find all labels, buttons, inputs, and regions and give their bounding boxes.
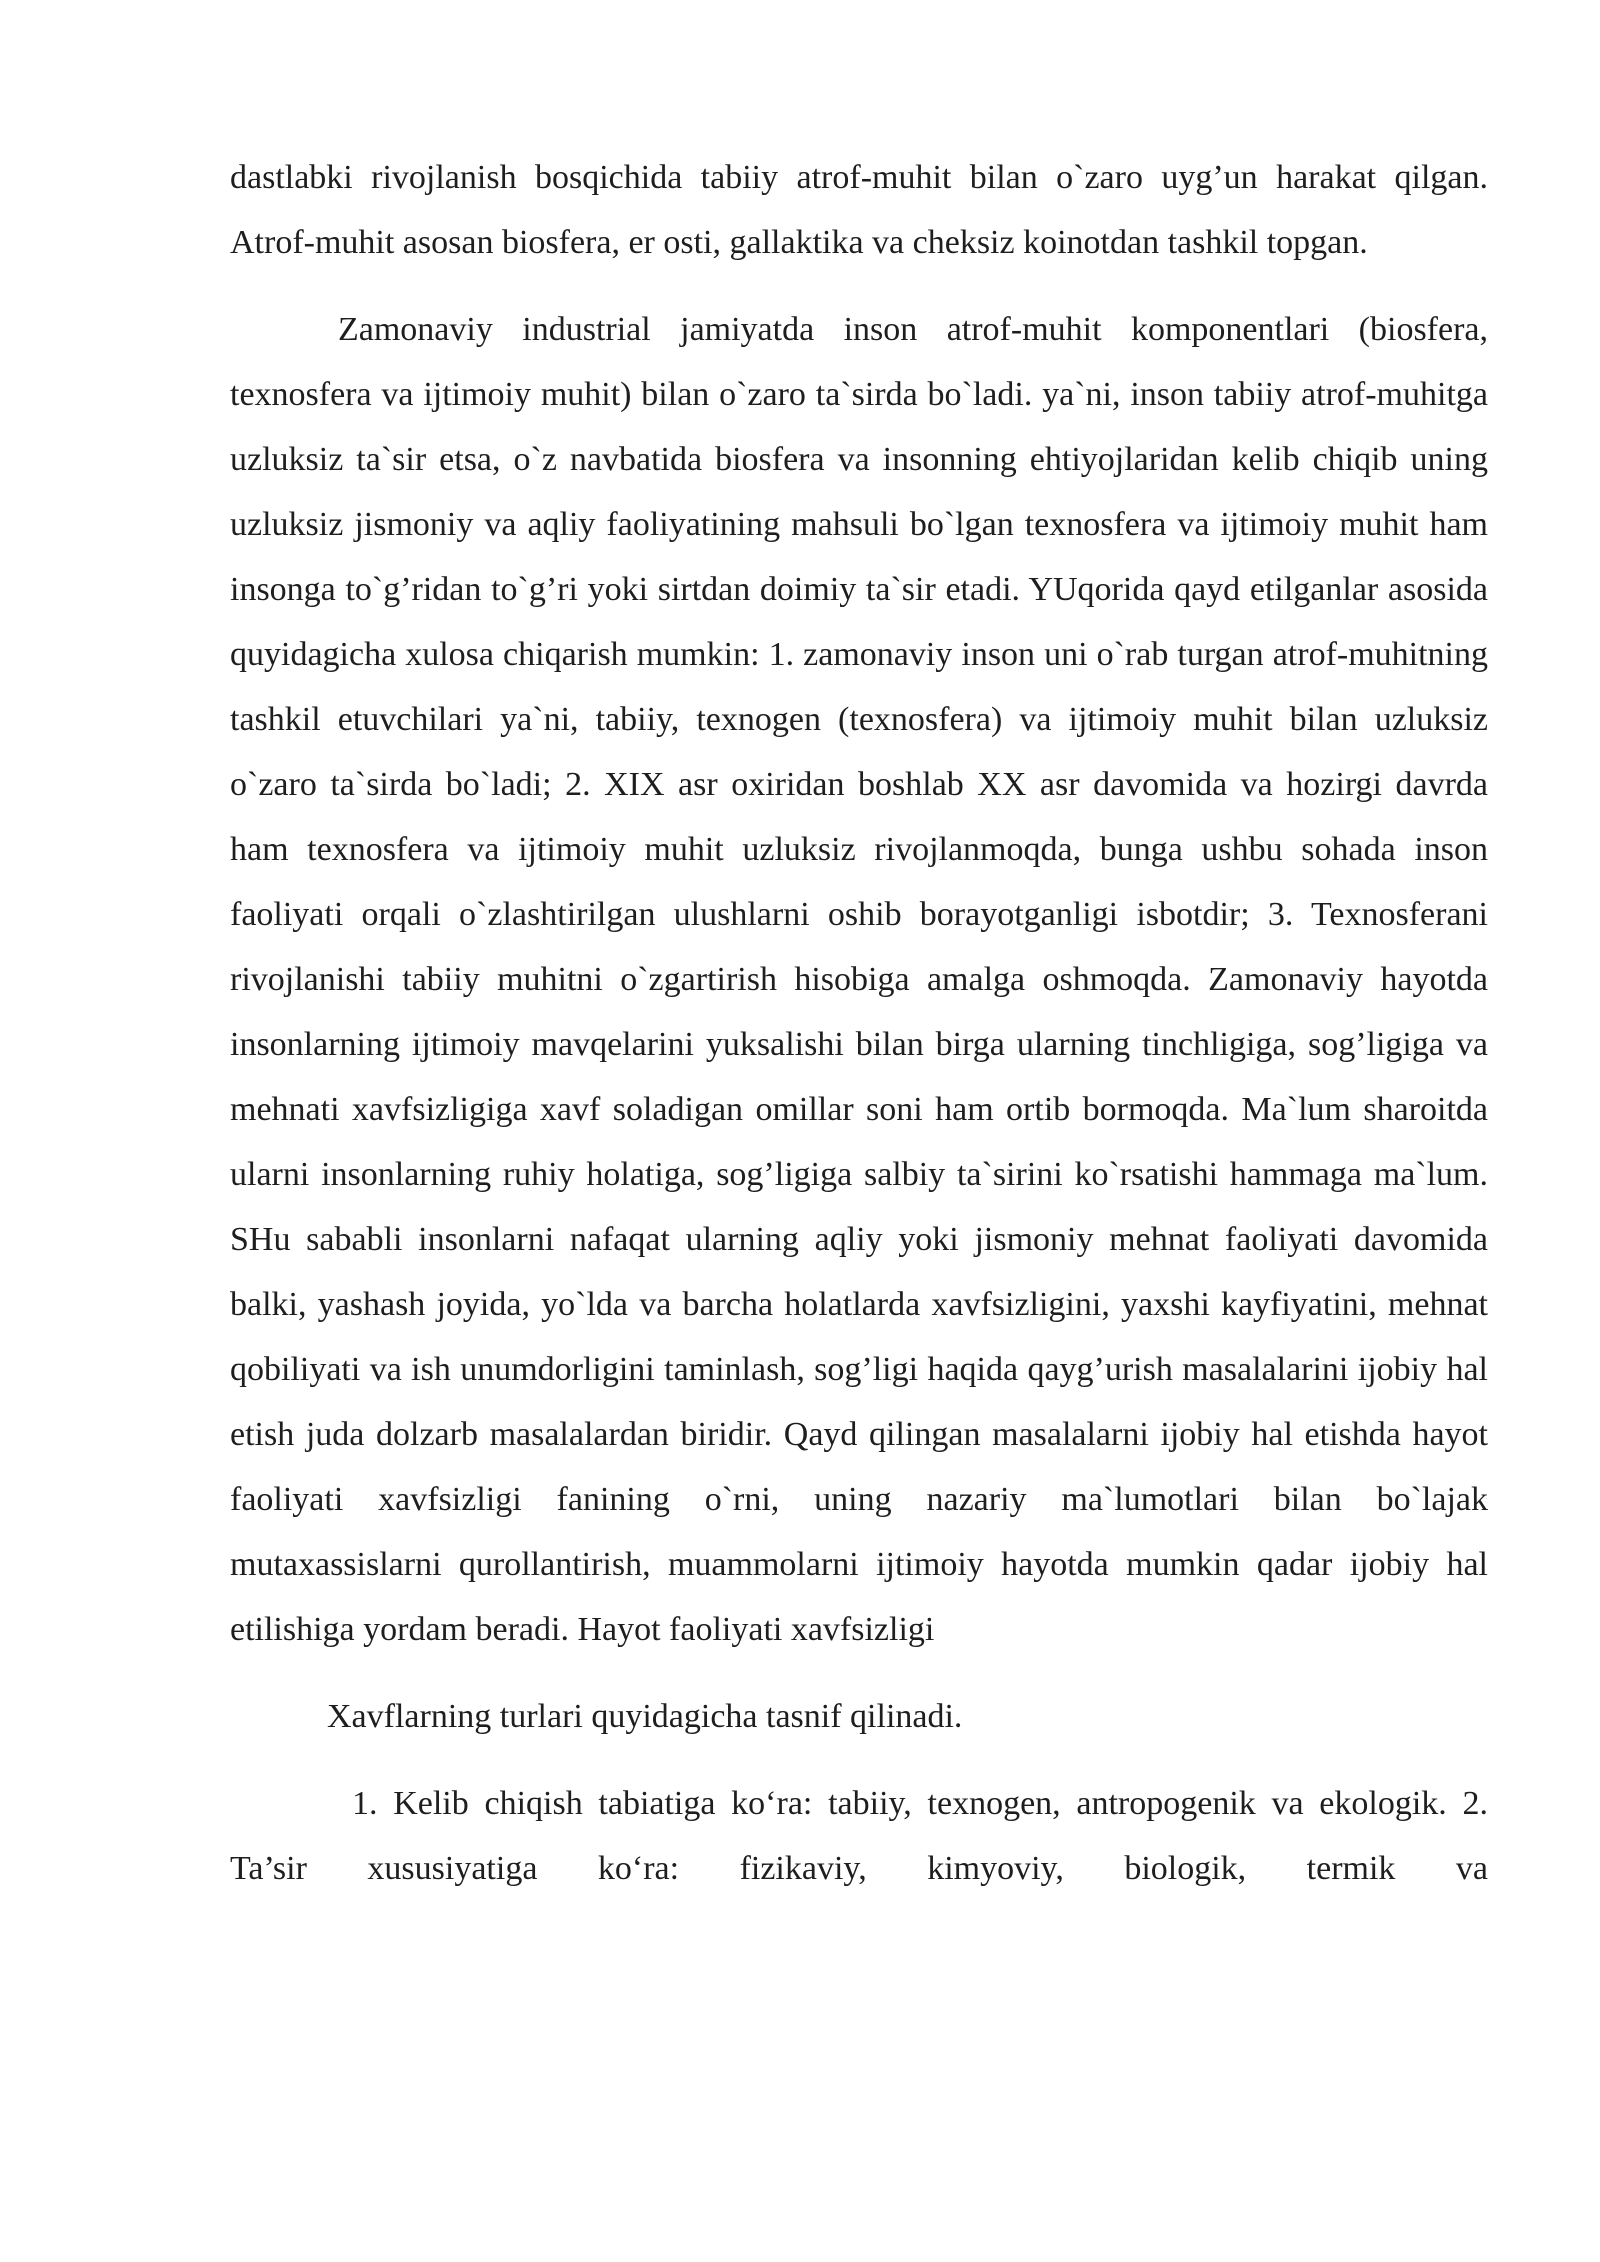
paragraph-classification-list: 1. Kelib chiqish tabiatiga ko‘ra: tabiiy, texnogen, antropogenik va ekologik. 2. Ta’sir xususiyatiga ko‘ra: fizikaviy, kimyoviy, biologik, termik va xyxy=(230,1785,1488,1887)
document-page xyxy=(230,145,1488,1901)
paragraph-intro: dastlabki rivojlanish bosqichida tabiiy atrof-muhit bilan o`zaro uyg’un harakat qilgan. Atrof-muhit asosan biosfera, er osti, gallaktika va cheksiz koinotdan tashkil topgan. xyxy=(230,159,1488,261)
paragraph-main: Zamonaviy industrial jamiyatda inson atrof-muhit komponentlari (biosfera, texnosfera va ijtimoiy muhit) bilan o`zaro ta`sirda bo`ladi. ya`ni, inson tabiiy atrof-muhitga uzluksiz ta`sir etsa, o`z navbatida biosfera va insonning ehtiyojlaridan kelib chiqib uning uzluksiz jismoniy va aqliy faoliyatining mahsuli bo`lgan texnosfera va ijtimoiy muhit ham insonga to`g’ridan to`g’ri yoki sirtdan doimiy ta`sir etadi. YUqorida qayd etilganlar asosida quyidagicha xulosa chiqarish mumkin: 1. zamonaviy inson uni o`rab turgan atrof-muhitning tashkil etuvchilari ya`ni, tabiiy, texnogen (texnosfera) va ijtimoiy muhit bilan uzluksiz o`zaro ta`sirda bo`ladi; 2. XIX asr oxiridan boshlab XX asr davomida va hozirgi davrda ham texnosfera va ijtimoiy muhit uzluksiz rivojlanmoqda, bunga ushbu sohada inson faoliyati orqali o`zlashtirilgan ulushlarni oshib borayotganligi isbotdir; 3. Texnosferani rivojlanishi tabiiy muhitni o`zgartirish hisobiga amalga oshmoqda. Zamonaviy hayotda insonlarning ijtimoiy mavqelarini yuksalishi bilan birga ularning tinchligiga, sog’ligiga va mehnati xavfsizligiga xavf soladigan omillar soni ham ortib bormoqda. Ma`lum sharoitda ularni insonlarning ruhiy holatiga, sog’ligiga salbiy ta`sirini ko`rsatishi hammaga ma`lum. SHu sababli insonlarni nafaqat ularning aqliy yoki jismoniy mehnat faoliyati davomida balki, yashash joyida, yo`lda va barcha holatlarda xavfsizligini, yaxshi kayfiyatini, mehnat qobiliyati va ish unumdorligini taminlash, sog’ligi haqida qayg’urish masalalarini ijobiy hal etish juda dolzarb masalalardan biridir. Qayd qilingan masalalarni ijobiy hal etishda hayot faoliyati xavfsizligi fanining o`rni, uning nazariy ma`lumotlari bilan bo`lajak mutaxassislarni qurollantirish, muammolarni ijtimoiy hayotda mumkin qadar ijobiy hal etilishiga yordam beradi. Hayot faoliyati xavfsizligi xyxy=(230,311,1488,1648)
paragraph-classification-heading: Xavflarning turlari quyidagicha tasnif qilinadi. xyxy=(327,1698,963,1735)
